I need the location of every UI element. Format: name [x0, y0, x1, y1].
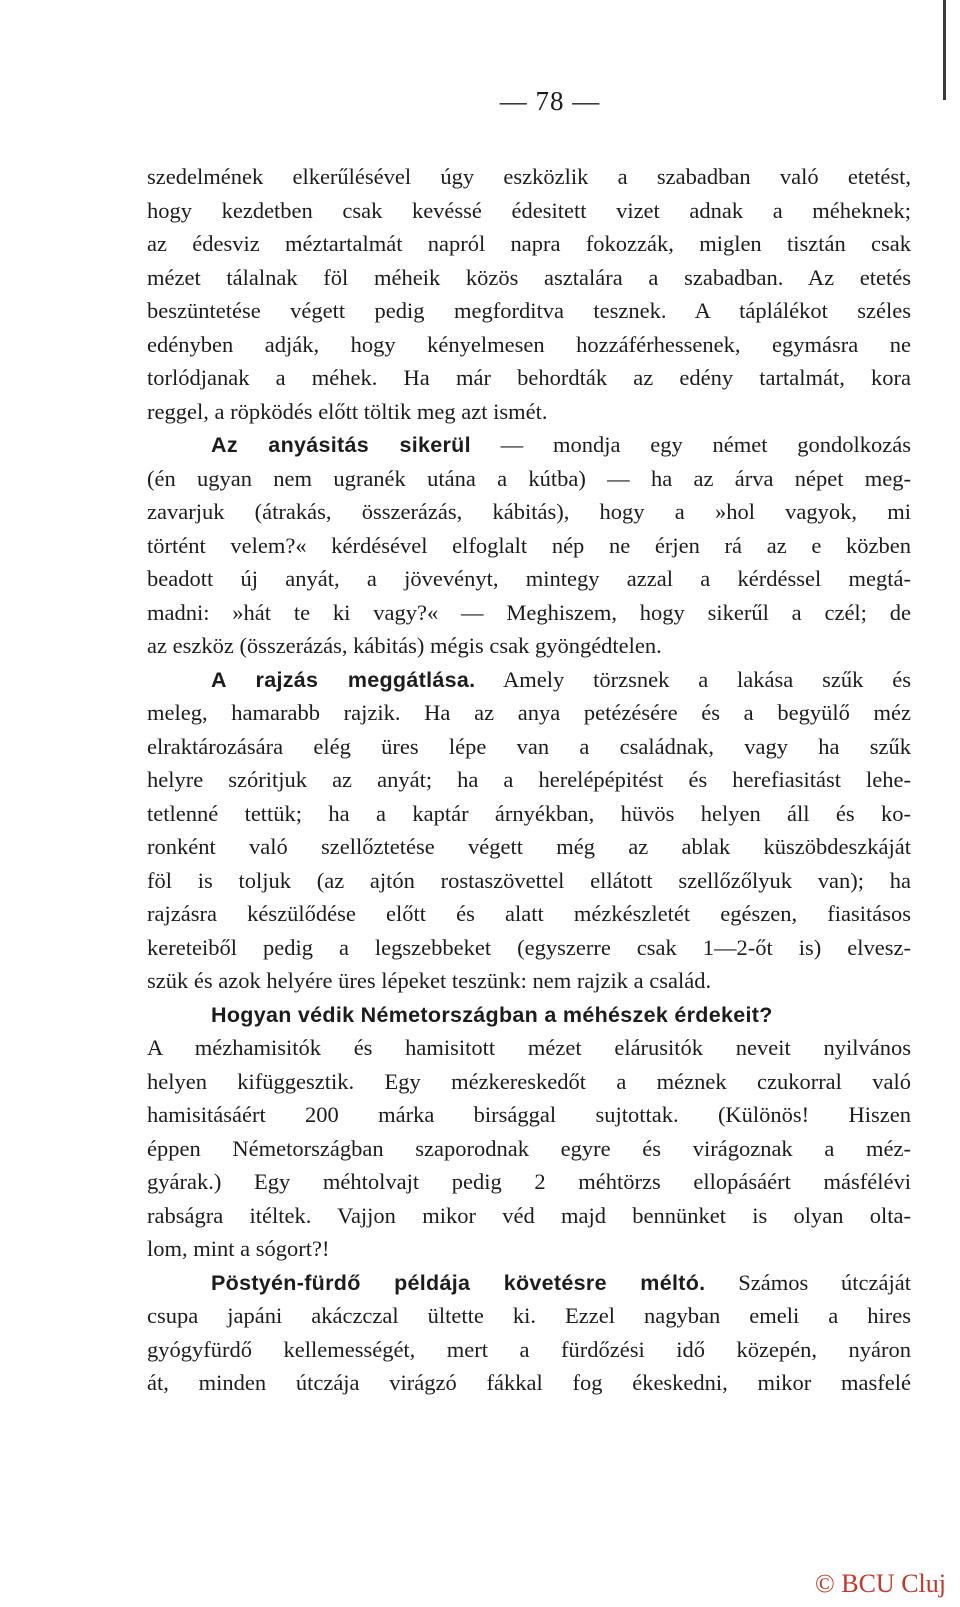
text-line — [147, 294, 911, 328]
text-line — [147, 897, 911, 931]
line-text: gyógyfürdő kellemességét, mert a fürdőzési idő közepén, nyáron — [147, 1336, 911, 1362]
line-text: A mézhamisitók és hamisitott mézet elárusitók neveit nyilvános — [147, 1035, 911, 1060]
line-text: zavarjuk (átrakás, összerázás, kábitás), hogy a »hol vagyok, mi — [147, 499, 911, 524]
text-line — [147, 462, 911, 496]
text-line — [147, 763, 911, 797]
line-text: ronként való szellőztetése végett még az ablak küszöbdeszkáját — [147, 834, 911, 859]
text-line — [147, 931, 911, 965]
text-line — [147, 395, 911, 429]
text-line — [147, 194, 911, 228]
text-line — [147, 328, 911, 362]
line-text: — mondja egy német gondolkozás — [470, 432, 911, 457]
text-line — [147, 629, 911, 663]
line-text: Amely törzsnek a lakása szűk és — [475, 666, 911, 692]
text-line — [147, 1366, 911, 1400]
line-text: helyen kifüggesztik. Egy mézkereskedőt a méznek czukorral való — [147, 1068, 911, 1094]
line-text: rabságra itéltek. Vajjon mikor véd majd bennünket is olyan olta- — [147, 1202, 911, 1228]
text-line — [147, 864, 911, 898]
line-text: Számos útczáját — [705, 1269, 911, 1295]
line-text: elraktározására elég üres lépe van a családnak, vagy ha szűk — [147, 733, 911, 759]
text-line — [147, 797, 911, 831]
line-text: beadott új anyát, a jövevényt, mintegy azzal a kérdéssel megtá- — [147, 566, 911, 591]
text-line — [147, 830, 911, 864]
line-text: reggel, a röpködés előtt töltik meg azt ismét. — [147, 398, 548, 424]
section-heading-line — [147, 428, 911, 462]
text-line — [147, 495, 911, 529]
body-text — [147, 160, 911, 1400]
text-line — [147, 1031, 911, 1065]
line-text: (én ugyan nem ugranék utána a kútba) — ha az árva népet meg- — [147, 465, 911, 491]
line-text: az eszköz (összerázás, kábitás) mégis csak gyöngédtelen. — [147, 633, 662, 658]
section-heading-line — [147, 1266, 911, 1300]
line-text: mézet tálalnak föl méheik közös asztalára a szabadban. Az etetés — [147, 264, 911, 290]
line-text: történt velem?« kérdésével elfoglalt nép ne érjen rá az e közben — [147, 532, 911, 558]
text-line — [147, 562, 911, 596]
text-line — [147, 261, 911, 295]
text-line — [147, 1199, 911, 1233]
text-line — [147, 227, 911, 261]
line-text: torlódjanak a méhek. Ha már behordták az edény tartalmát, kora — [147, 365, 911, 390]
line-text: szedelmének elkerűlésével úgy eszközlik a szabadban való etetést, — [147, 164, 911, 189]
line-text: szük és azok helyére üres lépeket teszünk: nem rajzik a család. — [147, 968, 712, 993]
line-text: hamisitásáért 200 márka birsággal sujtottak. (Különös! Hiszen — [147, 1102, 911, 1127]
line-text: edényben adják, hogy kényelmesen hozzáférhessenek, egymásra ne — [147, 331, 911, 357]
text-line — [147, 361, 911, 395]
page-number: — 78 — — [499, 86, 601, 116]
line-text: hogy kezdetben csak kevéssé édesitett vizet adnak a méheknek; — [147, 197, 911, 223]
section-heading: Hogyan védik Németországban a méhészek érdekeit? — [211, 1002, 773, 1027]
text-line — [147, 1165, 911, 1199]
line-text: helyre szóritjuk az anyát; ha a herelépépitést és herefiasitást lehe- — [147, 767, 911, 792]
text-line — [147, 730, 911, 764]
line-text: éppen Németországban szaporodnak egyre és virágoznak a méz- — [147, 1135, 911, 1161]
watermark: © BCU Cluj — [814, 1569, 946, 1598]
line-text: rajzásra készülődése előtt és alatt mézkészletét egészen, fiasitásos — [147, 901, 911, 926]
line-text: lom, mint a sógort?! — [147, 1236, 330, 1261]
line-text: az édesviz méztartalmát napról napra fokozzák, miglen tisztán csak — [147, 231, 911, 256]
line-text: át, minden útczája virágzó fákkal fog ékeskedni, mikor masfelé — [147, 1370, 911, 1395]
text-line — [147, 1065, 911, 1099]
line-text: beszüntetése végett pedig megforditva tesznek. A táplálékot széles — [147, 298, 911, 323]
line-text: kereteiből pedig a legszebbeket (egyszerre csak 1—2-őt is) elvesz- — [147, 934, 911, 960]
page-edge-line — [943, 0, 946, 100]
line-text: föl is toljuk (az ajtón rostaszövettel ellátott szellőzőlyuk van); ha — [147, 867, 911, 893]
text-line — [147, 1232, 911, 1266]
text-line — [147, 1299, 911, 1333]
text-line — [147, 1098, 911, 1132]
text-line — [147, 1333, 911, 1367]
text-line — [147, 1132, 911, 1166]
section-heading: A rajzás meggátlása. — [211, 667, 476, 692]
section-heading: Az anyásitás sikerül — [211, 433, 471, 457]
line-text: gyárak.) Egy méhtolvajt pedig 2 méhtörzs ellopásáért másfélévi — [147, 1169, 911, 1194]
line-text: madni: »hát te ki vagy?« — Meghiszem, hogy sikerűl a czél; de — [147, 599, 911, 625]
text-line — [147, 696, 911, 730]
section-heading: Pöstyén-fürdő példája követésre méltó. — [211, 1270, 706, 1295]
text-line — [147, 529, 911, 563]
line-text: csupa japáni akáczczal ültette ki. Ezzel nagyban emeli a hires — [147, 1303, 911, 1328]
section-heading-line — [147, 998, 911, 1032]
line-text: meleg, hamarabb rajzik. Ha az anya petézésére és a begyülő méz — [147, 700, 911, 725]
line-text: tetlenné tettük; ha a kaptár árnyékban, hüvös helyen áll és ko- — [147, 800, 911, 826]
section-heading-line — [147, 663, 911, 697]
text-line — [147, 596, 911, 630]
text-line — [147, 964, 911, 998]
text-line — [147, 160, 911, 194]
